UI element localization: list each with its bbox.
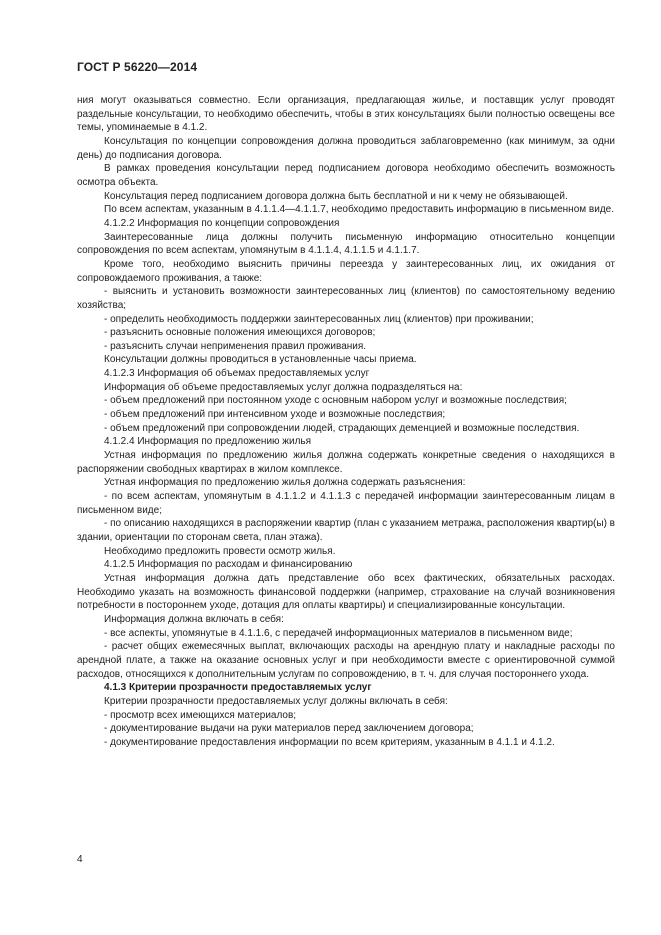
paragraph: Кроме того, необходимо выяснить причины переезда у заинтересованных лиц, их ожидания от сопровождаемого проживания, а также: [77, 258, 615, 284]
paragraph: - определить необходимость поддержки заинтересованных лиц (клиентов) при проживании; [104, 313, 534, 325]
paragraph: - просмотр всех имеющихся материалов; [104, 709, 297, 721]
paragraph: Устная информация должна дать представление обо всех фактических, обязательных расходах. Необходимо указать на возможность финансовой поддержки (например, страхование на случай возникновения потребности в постороннем уходе, дотация для оплаты квартиры) и специализированные консультации. [77, 572, 615, 612]
paragraph: Заинтересованные лица должны получить письменную информацию относительно концепции сопровождения по всем аспектам, упомянутым в 4.1.1.4, 4.1.1.5 и 4.1.1.7. [77, 231, 615, 257]
paragraph: По всем аспектам, указанным в 4.1.1.4—4.1.1.7, необходимо предоставить информацию в письменном виде. [104, 204, 614, 216]
paragraph: Консультация по концепции сопровождения должна проводиться заблаговременно (как минимум, за одни день) до подписания договора. [77, 135, 615, 161]
paragraph: 4.1.2.4 Информация по предложению жилья [104, 436, 312, 448]
paragraph: - объем предложений при сопровождении людей, страдающих деменцией и возможные последствия. [104, 422, 580, 434]
paragraph: - объем предложений при постоянном уходе с основным набором услуг и возможные последствия; [104, 395, 567, 407]
paragraph: - расчет общих ежемесячных выплат, включающих расходы на арендную плату и накладные расходы по арендной плате, а также на оказание основных услуг и при необходимости вместе с ориентировочной суммой расходов, относящихся к дополнительным услугам по сопровождению, в т. ч. для случая постороннего ухода. [77, 641, 615, 680]
paragraph: 4.1.2.3 Информация об объемах предоставляемых услуг [104, 368, 370, 380]
paragraph: Необходимо предложить провести осмотр жилья. [104, 545, 336, 557]
paragraph: Устная информация по предложению жилья должна содержать конкретные сведения о находящихся в распоряжении свободных квартирах в жилом комплексе. [77, 450, 615, 475]
paragraph: - объем предложений при интенсивном уходе и возможные последствия; [104, 409, 446, 421]
paragraph: - по всем аспектам, упомянутым в 4.1.1.2 и 4.1.1.3 с передачей информации заинтересованным лицам в письменном виде; [77, 491, 615, 516]
paragraph: Информация должна включать в себя: [104, 613, 284, 625]
paragraph: Устная информация по предложению жилья должна содержать разъяснения: [104, 477, 466, 489]
paragraph: Информация об объеме предоставляемых услуг должна подразделяться на: [104, 381, 463, 393]
paragraph: Консультации должны проводиться в установленные часы приема. [104, 354, 417, 366]
paragraph: - разъяснить случаи неприменения правил проживания. [104, 340, 367, 352]
paragraph: 4.1.2.5 Информация по расходам и финансированию [104, 559, 353, 571]
paragraph: - документирование предоставления информации по всем критериям, указанным в 4.1.1 и 4.1.2. [104, 736, 555, 748]
paragraph: В рамках проведения консультации перед подписанием договора необходимо обеспечить возможность осмотра объекта. [77, 163, 615, 188]
paragraph: Критерии прозрачности предоставляемых услуг должны включать в себя: [104, 695, 448, 707]
paragraph: Консультация перед подписанием договора должна быть бесплатной и ни к чему не обязывающей. [104, 190, 568, 202]
document-body [77, 94, 615, 750]
paragraph: ния могут оказываться совместно. Если организация, предлагающая жилье, и поставщик услуг проводят раздельные консультации, то необходимо обеспечить, чтобы в этих консультациях были полностью освещены все темы, упоминаемые в 4.1.2. [77, 95, 615, 134]
document-header: ГОСТ Р 56220—2014 [77, 60, 198, 74]
paragraph: - разъяснить основные положения имеющихся договоров; [104, 327, 376, 339]
paragraph: - по описанию находящихся в распоряжении квартир (план с указанием метража, расположения квартир(ы) в здании, ориентации по сторонам света, план этажа). [77, 518, 615, 543]
section-heading: 4.1.3 Критерии прозрачности предоставляемых услуг [104, 682, 372, 694]
paragraph: - выяснить и установить возможности заинтересованных лиц (клиентов) по самостоятельному ведению хозяйства; [77, 286, 615, 311]
paragraph: 4.1.2.2 Информация по концепции сопровождения [104, 217, 340, 229]
paragraph: - все аспекты, упомянутые в 4.1.1.6, с передачей информационных материалов в письменном виде; [104, 627, 573, 639]
paragraph: - документирование выдачи на руки материалов перед заключением договора; [104, 723, 474, 735]
page-number: 4 [77, 854, 83, 865]
